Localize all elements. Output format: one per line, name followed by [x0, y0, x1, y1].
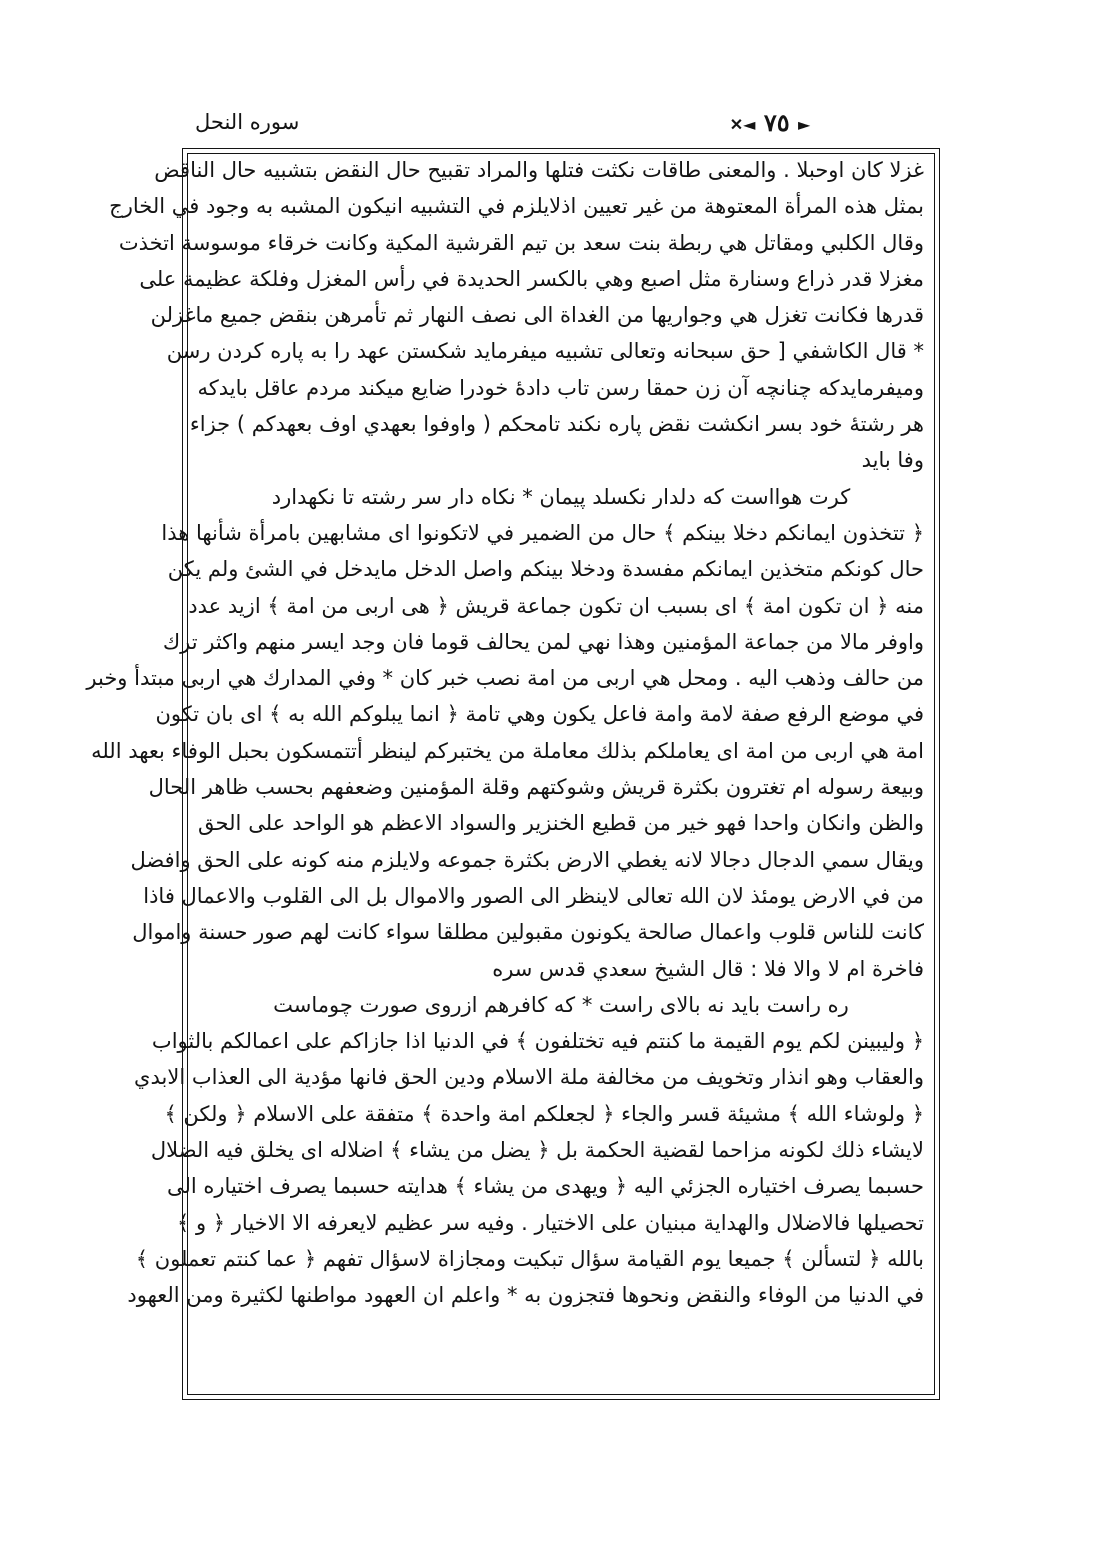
- verse-line: كرت هوااست كه دلدار نكسلد پيمان * نكاه دار سر رشته تا نكهدارد: [271, 484, 851, 509]
- text-line: منه ﴿ ان تكون امة ﴾ اى بسبب ان تكون جماعة قريش ﴿ هى اربى من امة ﴾ ازيد عدد: [188, 593, 924, 618]
- ornament-right-icon: ►: [797, 115, 811, 134]
- text-line: والظن وانكان واحدا فهو خير من قطيع الخنزير والسواد الاعظم هو الواحد على الحق: [198, 811, 924, 836]
- page-header: [195, 110, 930, 144]
- text-line: تحصيلها فالاضلال والهداية مبنيان على الاختيار . وفيه سر عظيم لايعرفه الا الاخيار ﴿ و ﴾: [177, 1210, 924, 1235]
- page-number: [715, 108, 825, 137]
- text-line: حسبما يصرف اختياره الجزئي اليه ﴿ ويهدى من يشاء ﴾ هدايته حسبما يصرف اختياره الى: [166, 1174, 924, 1199]
- text-line: حال كونكم متخذين ايمانكم مفسدة ودخلا بينكم واصل الدخل مايدخل في الشئ ولم يكن: [167, 557, 924, 582]
- verse-line: ره راست بايد نه بالاى راست * كه كافرهم ازروى صورت چوماست: [273, 992, 849, 1017]
- text-line: وميفرمايدكه چنانچه آن زن حمقا رسن تاب دادهٔ خودرا ضايع ميكند مردم عاقل بايدكه: [197, 375, 924, 400]
- text-line: في موضع الرفع صفة لامة وامة فاعل يكون وهي تامة ﴿ انما يبلوكم الله به ﴾ اى بان تكون: [155, 702, 924, 727]
- text-line: من حالف وذهب اليه . ومحل هي اربى من امة نصب خبر كان * وفي المدارك هي اربى مبتدأ وخبر: [86, 666, 924, 691]
- running-title: سوره النحل: [195, 110, 300, 134]
- page-number-value: ٧٥: [763, 108, 790, 137]
- text-line: بالله ﴿ لتسألن ﴾ جميعا يوم القيامة سؤال تبكيت ومجازاة لاسؤال تفهم ﴿ عما كنتم تعملون ﴾: [135, 1246, 924, 1271]
- body-text: [86, 152, 924, 1314]
- text-line: * قال الكاشفي [ حق سبحانه وتعالى تشبيه ميفرمايد شكستن عهد را به پاره كردن رسن: [166, 339, 924, 364]
- text-line: لايشاء ذلك لكونه مزاحما لقضية الحكمة بل ﴿ يضل من يشاء ﴾ اضلاله اى يخلق فيه الضلال: [150, 1138, 924, 1163]
- text-line: قدرها فكانت تغزل هي وجواريها من الغداة الى نصف النهار ثم تأمرهن بنقض جميع ماغزلن: [150, 303, 924, 328]
- text-line: غزلا كان اوحبلا . والمعنى طاقات نكثت فتلها والمراد تقبيح حال النقض بتشبيه حال الناقض: [154, 158, 924, 182]
- text-line: واوفر مالا من جماعة المؤمنين وهذا نهي لمن يحالف قوما فان وجد ايسر منهم واكثر ترك: [162, 629, 924, 654]
- text-line: مغزلا قدر ذراع وسنارة مثل اصبع وهي بالكسر الحديدة في رأس المغزل وفلكة عظيمة على: [139, 266, 924, 291]
- text-line: في الدنيا من الوفاء والنقض ونحوها فتجزون به * واعلم ان العهود مواطنها لكثيرة ومن العهود: [127, 1283, 924, 1308]
- text-line: من في الارض يومئذ لان الله تعالى لاينظر الى الصور والاموال بل الى القلوب والاعمال فاذا: [143, 883, 924, 908]
- text-line: فاخرة ام لا والا فلا : قال الشيخ سعدي قدس سره: [492, 956, 924, 981]
- text-line: ﴿ ولوشاء الله ﴾ مشيئة قسر والجاء ﴿ لجعلكم امة واحدة ﴾ متفقة على الاسلام ﴿ ولكن ﴾: [164, 1101, 924, 1126]
- text-line: امة هي اربى من امة اى يعاملكم بذلك معاملة من يختبركم لينظر أتتمسكون بحبل الوفاء بعهد الله: [91, 738, 924, 763]
- text-line: ﴿ تتخذون ايمانكم دخلا بينكم ﴾ حال من الضمير في لاتكونوا اى مشابهين بامرأة شأنها هذا: [161, 520, 924, 545]
- text-line: هر رشتهٔ خود بسر انكشت نقض پاره نكند تامحكم ( واوفوا بعهدي اوف بعهدكم ) جزاء: [189, 412, 924, 437]
- text-line: بمثل هذه المرأة المعتوهة من غير تعيين اذلايلزم في التشبيه انيكون المشبه به وجود في الخارج: [109, 194, 924, 219]
- text-line: كانت للناس قلوب واعمال صالحة يكونون مقبولين مطلقا سواء كانت لهم صور حسنة واموال: [132, 920, 924, 945]
- ornament-left-icon: ✕◄: [729, 115, 756, 134]
- text-line: وفا بايد: [861, 448, 924, 473]
- text-line: والعقاب وهو انذار وتخويف من مخالفة ملة الاسلام ودين الحق فانها مؤدية الى العذاب الابدي: [134, 1065, 924, 1090]
- text-line: ﴿ وليبينن لكم يوم القيمة ما كنتم فيه تختلفون ﴾ في الدنيا اذا جازاكم على اعمالكم بالثواب: [151, 1029, 924, 1054]
- text-line: ويقال سمي الدجال دجالا لانه يغطي الارض بكثرة جموعه ولايلزم منه كونه على الحق وافضل: [130, 847, 924, 872]
- text-line: وقال الكلبي ومقاتل هي ربطة بنت سعد بن تيم القرشية المكية وكانت خرقاء موسوسة اتخذت: [118, 230, 924, 255]
- text-line: وبيعة رسوله ام تغترون بكثرة قريش وشوكتهم وقلة المؤمنين وضعفهم بحسب ظاهر الحال: [148, 775, 924, 800]
